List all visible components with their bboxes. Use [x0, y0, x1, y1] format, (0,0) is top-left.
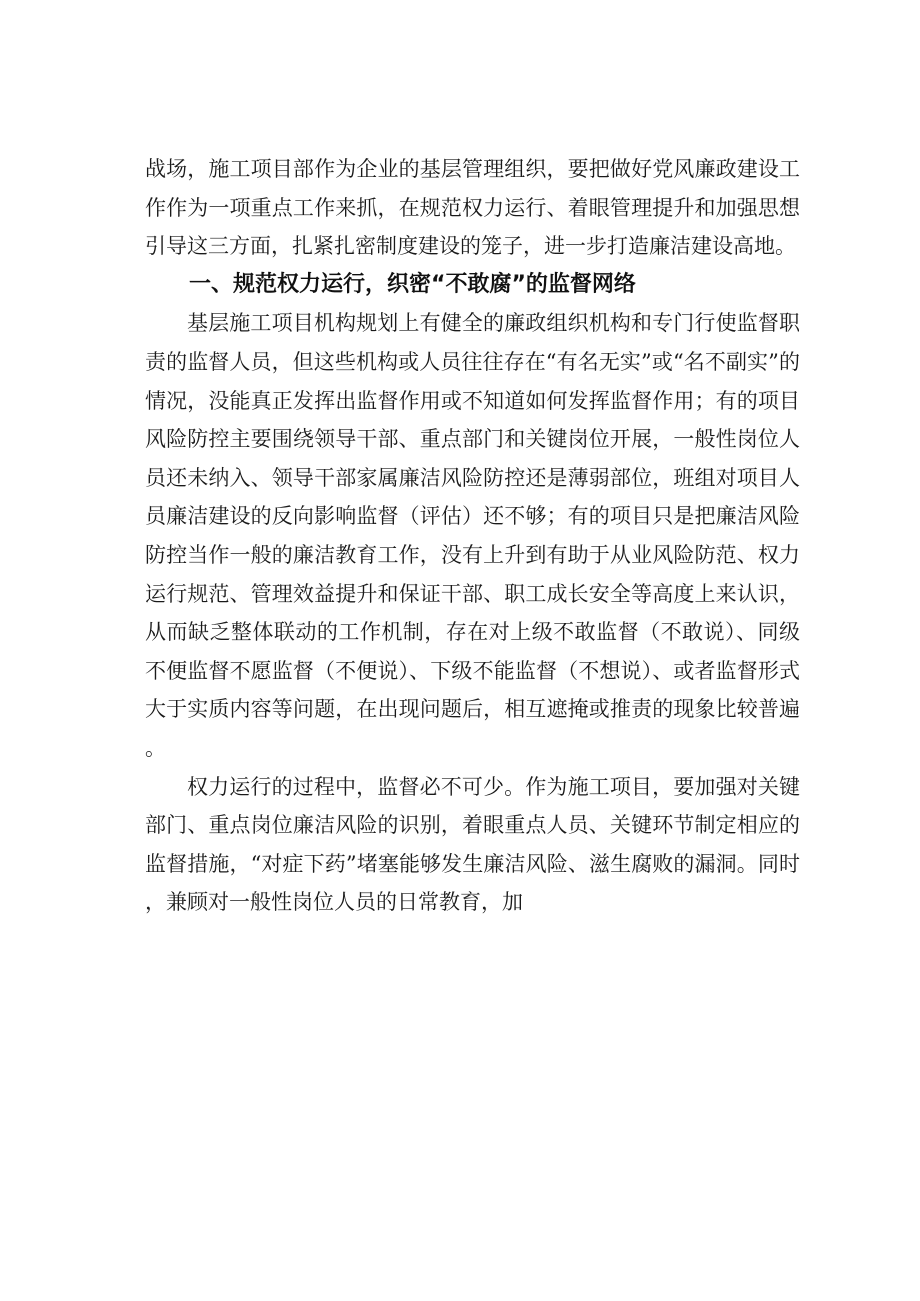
paragraph-problems: 基层施工项目机构规划上有健全的廉政组织机构和专门行使监督职责的监督人员，但这些机构或人员往往存在“有名无实”或“名不副实”的情况，没能真正发挥出监督作用或不知道如何发挥监督作用；有的项目风险防控主要围绕领导干部、重点部门和关键岗位开展，一般性岗位人员还未纳入、领导干部家属廉洁风险防控还是薄弱部位，班组对项目人员廉洁建设的反向影响监督（评估）还不够；有的项目只是把廉洁风险防控当作一般的廉洁教育工作，没有上升到有助于从业风险防范、权力运行规范、管理效益提升和保证干部、职工成长安全等高度上来认识，从而缺乏整体联动的工作机制，存在对上级不敢监督（不敢说）、同级不便监督不愿监督（不便说）、下级不能监督（不想说）、或者监督形式大于实质内容等问题，在出现问题后，相互遮掩或推责的现象比较普遍。 — [145, 311, 800, 760]
paragraph-continuation: 战场，施工项目部作为企业的基层管理组织，要把做好党风廉政建设工作作为一项重点工作来抓，在规范权力运行、着眼管理提升和加强思想引导这三方面，扎紧扎密制度建设的笼子，进一步打造廉洁建设高地。 — [145, 157, 800, 259]
section-heading: 一、规范权力运行，织密“不敢腐”的监督网络 — [189, 271, 636, 297]
paragraph-supervision: 权力运行的过程中，监督必不可少。作为施工项目，要加强对关键部门、重点岗位廉洁风险的识别，着眼重点人员、关键环节制定相应的监督措施，“对症下药”堵塞能够发生廉洁风险、滋生腐败的漏洞。同时，兼顾对一般性岗位人员的日常教育，加 — [145, 774, 800, 915]
document-body — [145, 150, 800, 922]
